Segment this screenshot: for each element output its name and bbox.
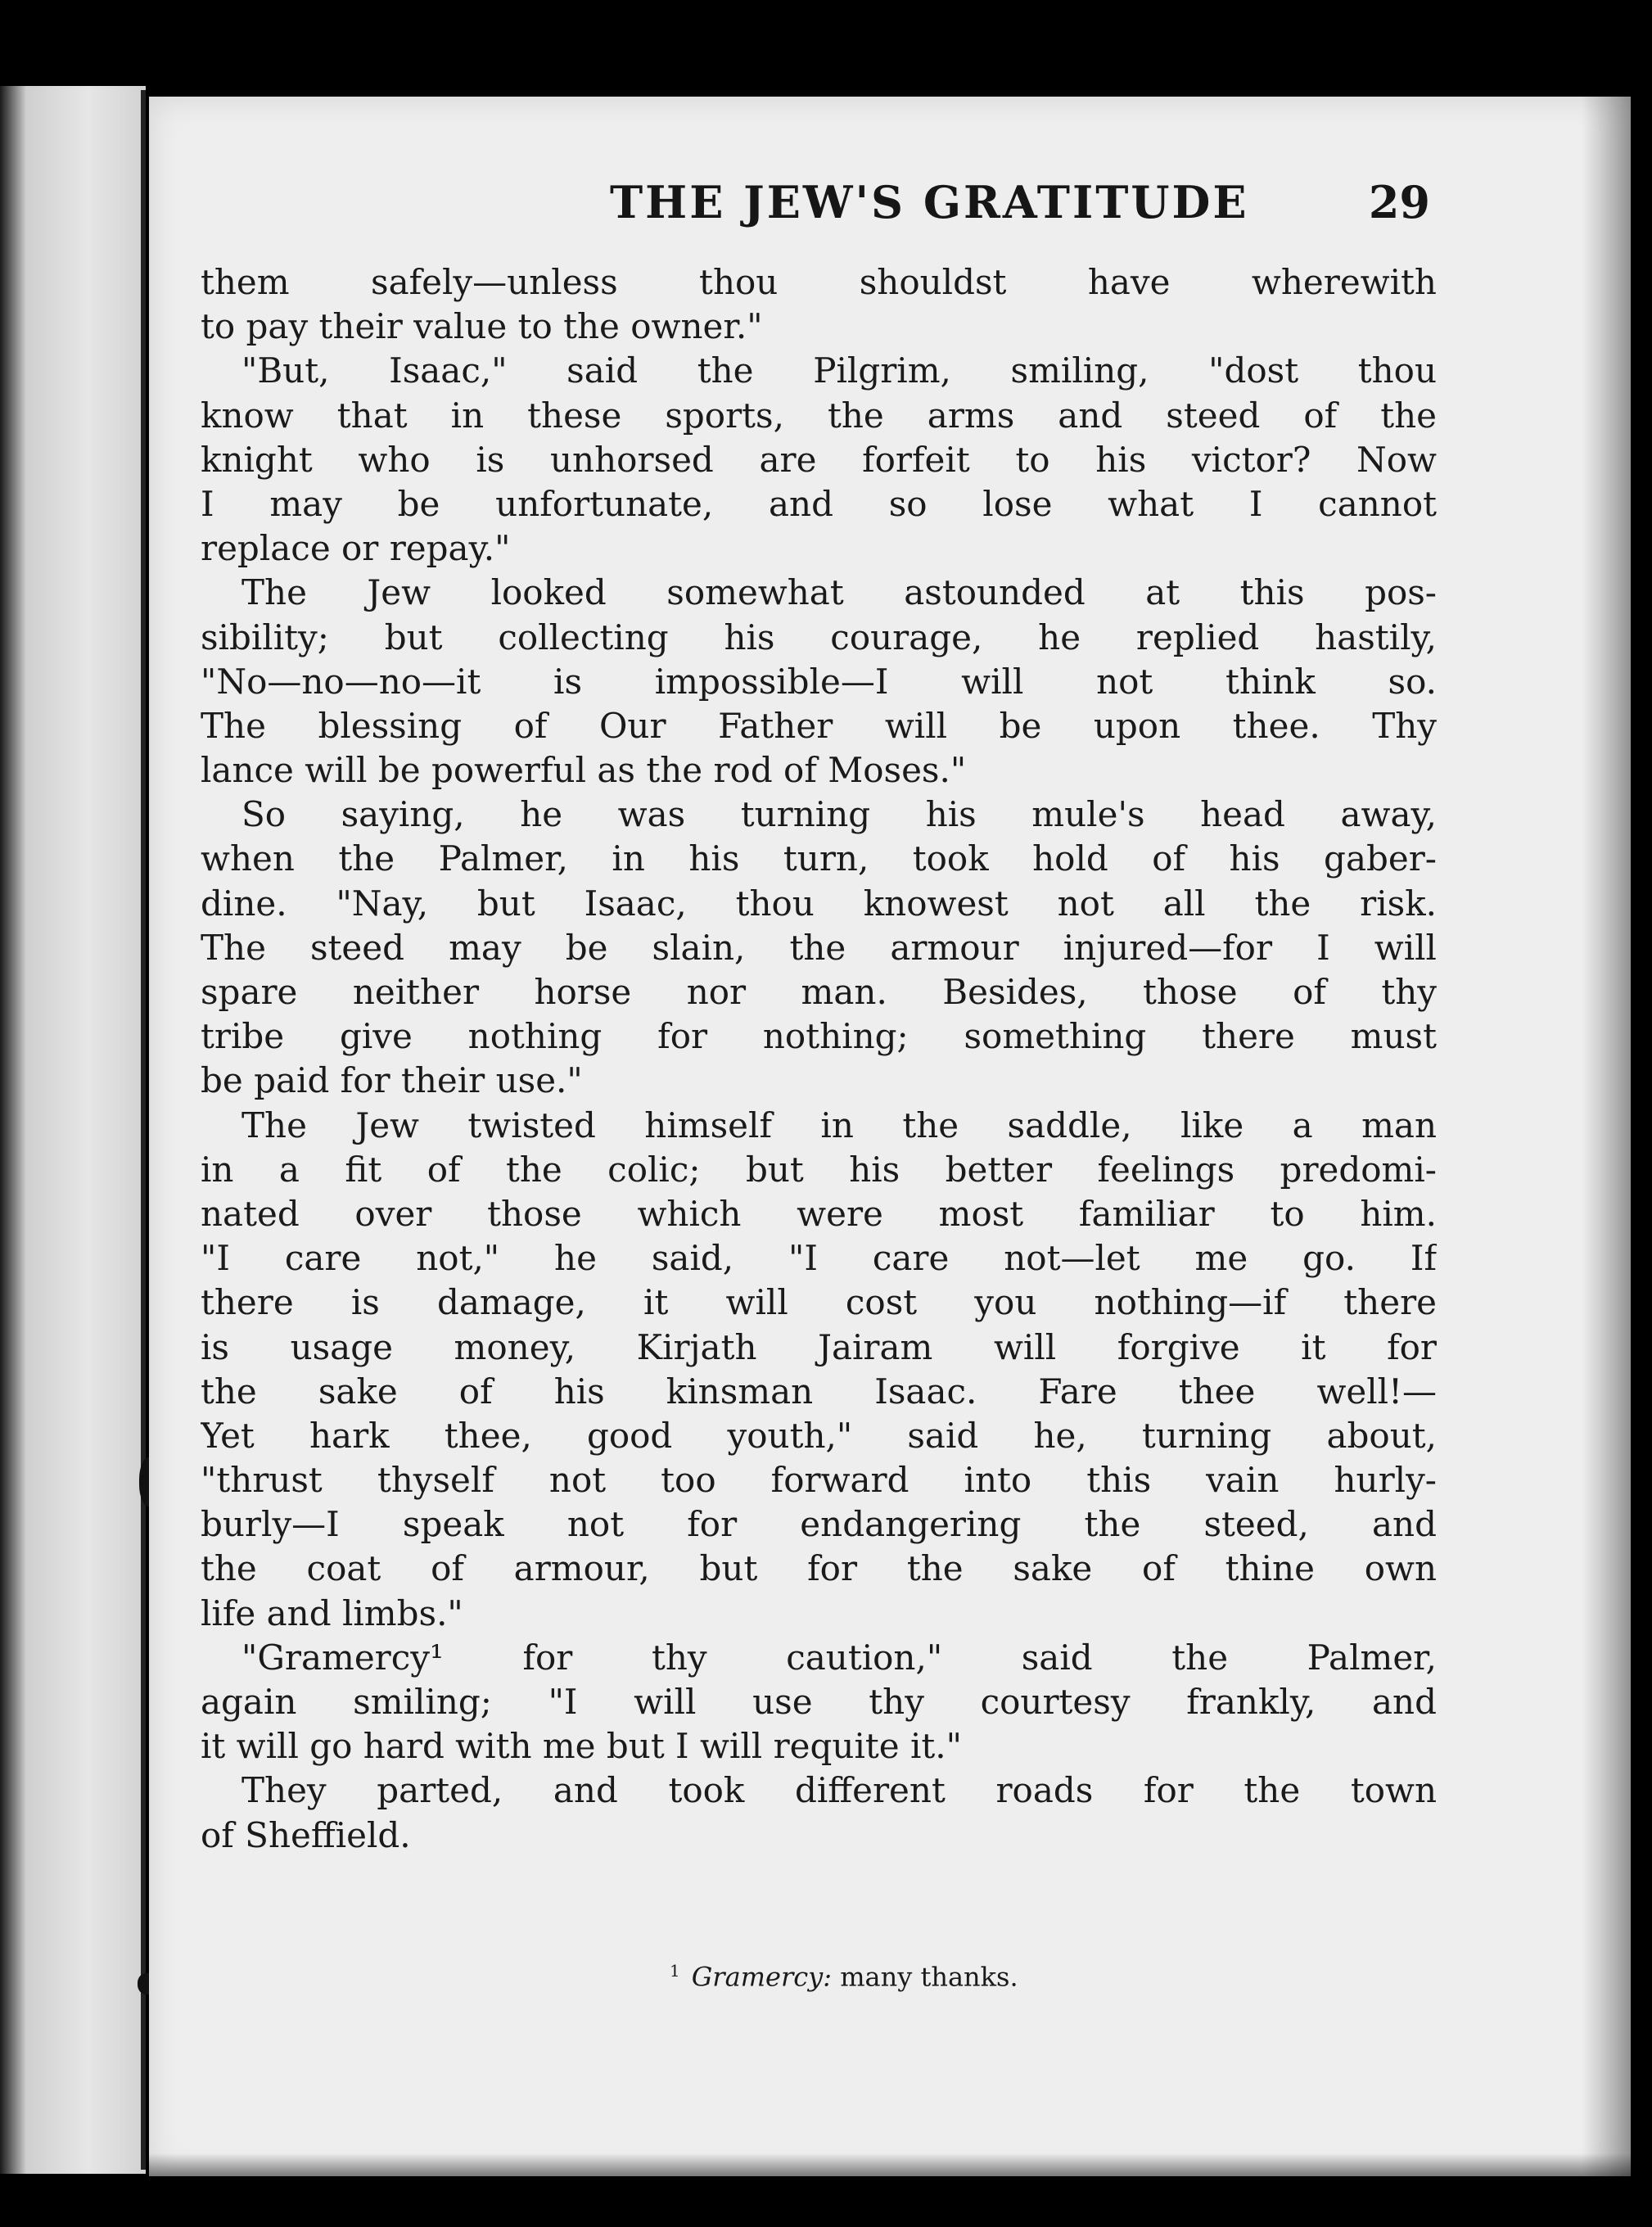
footnote	[670, 1961, 1018, 1993]
text-line: dine. "Nay, but Isaac, thou knowest not all the risk.	[201, 883, 1437, 924]
text-line: sibility; but collecting his courage, he replied hastily,	[201, 617, 1437, 657]
text-line: to pay their value to the owner."	[201, 306, 763, 347]
text-line: The Jew looked somewhat astounded at this pos-	[241, 572, 1437, 613]
text-line: in a fit of the colic; but his better feelings predomi-	[201, 1149, 1437, 1190]
text-line: there is damage, it will cost you nothing—if there	[201, 1282, 1437, 1323]
text-line: I may be unfortunate, and so lose what I cannot	[201, 483, 1437, 524]
text-line: burly—I speak not for endangering the steed, and	[201, 1504, 1437, 1545]
running-head: THE JEW'S GRATITUDE	[610, 176, 1249, 228]
text-line: lance will be powerful as the rod of Moses."	[201, 750, 967, 791]
text-line: The Jew twisted himself in the saddle, like a man	[241, 1104, 1437, 1145]
text-line: the sake of his kinsman Isaac. Fare thee well!—	[201, 1371, 1437, 1412]
text-line: They parted, and took different roads for the town	[241, 1770, 1437, 1811]
text-line: again smiling; "I will use thy courtesy frankly, and	[201, 1682, 1437, 1722]
text-line: tribe give nothing for nothing; something there must	[201, 1016, 1437, 1057]
text-line: nated over those which were most familiar to him.	[201, 1193, 1437, 1234]
text-line: them safely—unless thou shouldst have wherewith	[201, 262, 1437, 302]
text-line: spare neither horse nor man. Besides, those of thy	[201, 972, 1437, 1012]
text-line: life and limbs."	[201, 1592, 463, 1633]
text-line: it will go hard with me but I will requite it."	[201, 1726, 962, 1767]
text-line: replace or repay."	[201, 528, 511, 569]
text-line: The steed may be slain, the armour injured—for I will	[201, 927, 1437, 968]
page-bottom-edge	[149, 2153, 1631, 2176]
body-text	[201, 260, 1437, 1858]
text-line: The blessing of Our Father will be upon thee. Thy	[201, 705, 1437, 746]
text-line: know that in these sports, the arms and steed of the	[201, 395, 1437, 436]
text-line: the coat of armour, but for the sake of thine own	[201, 1548, 1437, 1589]
page-number: 29	[1368, 176, 1430, 228]
page-right-shadow	[1582, 97, 1631, 2176]
text-line: be paid for their use."	[201, 1060, 583, 1101]
footnote-mark: 1	[670, 1961, 680, 1981]
text-line: Yet hark thee, good youth," said he, turning about,	[201, 1415, 1437, 1456]
text-line: "No—no—no—it is impossible—I will not think so.	[201, 661, 1437, 702]
left-page-edge	[0, 86, 146, 2174]
binding-rule	[141, 90, 146, 2170]
text-line: when the Palmer, in his turn, took hold of his gaber-	[201, 838, 1437, 879]
text-line: "But, Isaac," said the Pilgrim, smiling, "dost thou	[241, 350, 1437, 391]
footnote-text: many thanks.	[840, 1961, 1018, 1993]
text-line: "I care not," he said, "I care not—let me go. If	[201, 1238, 1437, 1279]
text-line: "thrust thyself not too forward into this vain hurly-	[201, 1460, 1437, 1501]
page-header	[201, 176, 1437, 250]
text-line: "Gramercy¹ for thy caution," said the Palmer,	[241, 1637, 1437, 1678]
text-line: knight who is unhorsed are forfeit to his victor? Now	[201, 439, 1437, 480]
text-line: is usage money, Kirjath Jairam will forgive it for	[201, 1326, 1437, 1367]
footnote-term: Gramercy:	[691, 1961, 833, 1993]
text-line: So saying, he was turning his mule's head away,	[241, 794, 1437, 835]
text-line: of Sheffield.	[201, 1814, 411, 1855]
